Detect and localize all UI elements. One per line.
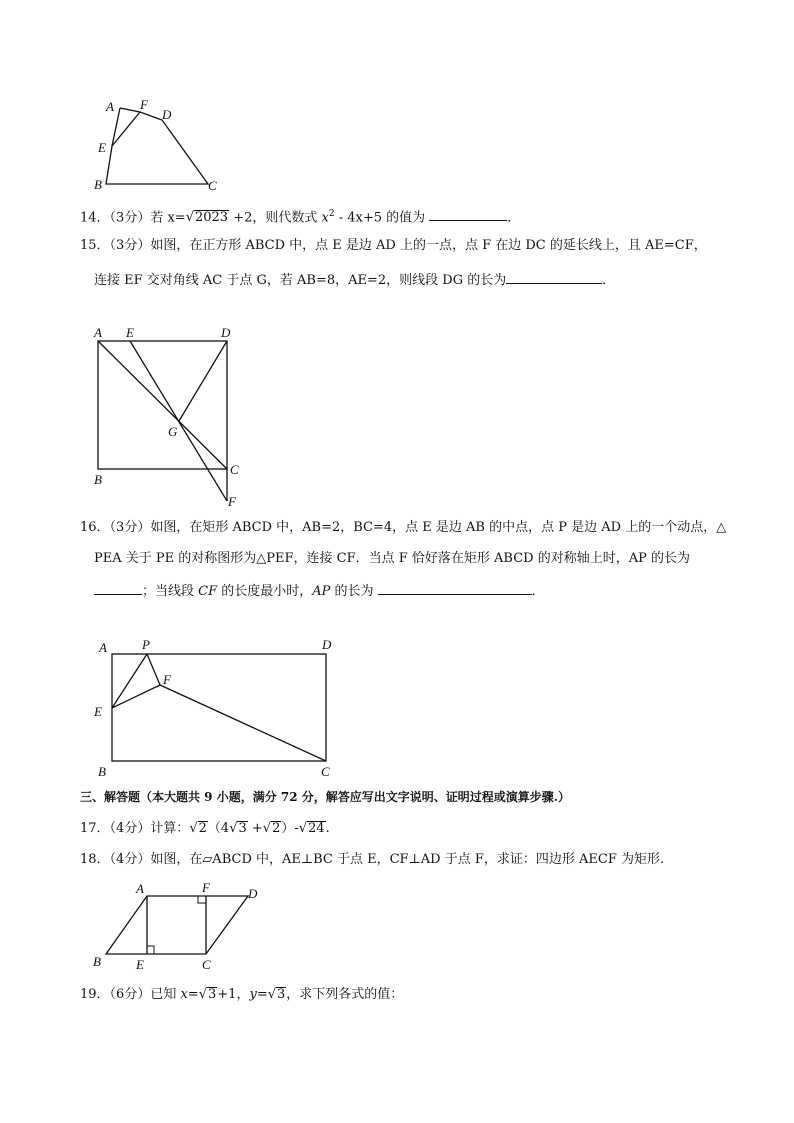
- figure-quadrilateral-q13: [90, 96, 230, 196]
- q16-cf: CF: [198, 584, 218, 599]
- right-angle-mark-f: [198, 896, 206, 903]
- q17-radicand-4: 24: [308, 821, 325, 836]
- sqrt-symbol: √: [189, 821, 198, 836]
- q19-radicand-1: 3: [208, 987, 217, 1002]
- section-3-text: 三、解答题（本大题共 9 小题，满分 72 分，解答应写出文字说明、证明过程或演算步骤.）: [80, 790, 570, 804]
- label-f: F: [140, 97, 148, 112]
- segment-fc: [160, 685, 326, 761]
- q14-number: 14．: [80, 210, 110, 226]
- quad-outline: [106, 108, 208, 184]
- q16-text-1: 16．（3分）如图，在矩形 ABCD 中，AB=2，BC=4，点 E 是边 AB 的中点，点 P 是边 AD 上的一个动点，△: [80, 520, 727, 535]
- label-c: C: [208, 178, 217, 193]
- label-d: D: [162, 107, 172, 122]
- section-3-heading: [80, 789, 570, 805]
- q19-radicand-2: 3: [277, 987, 286, 1002]
- question-18: [80, 852, 664, 868]
- segment-dg: [179, 341, 227, 421]
- answer-blank-1[interactable]: [94, 582, 142, 595]
- label-c: C: [202, 957, 211, 972]
- label-c: C: [321, 764, 330, 779]
- sqrt-symbol: √: [267, 987, 277, 1002]
- q15-end: ．: [602, 273, 616, 288]
- question-17: [80, 821, 330, 837]
- label-a: A: [136, 881, 144, 896]
- label-b: B: [94, 177, 102, 192]
- q14-lead: （3分）若 x=: [109, 210, 186, 226]
- label-f: F: [202, 880, 210, 895]
- label-e: E: [94, 704, 102, 719]
- q19-eq-1: =: [187, 987, 199, 1002]
- q17-end: .: [325, 821, 330, 836]
- q19-plus: +1，: [217, 987, 250, 1002]
- q16-text-2: PEA 关于 PE 的对称图形为△PEF，连接 CF．当点 F 恰好落在矩形 ABCD 的对称轴上时，AP 的长为: [94, 551, 690, 566]
- label-p: P: [142, 637, 150, 652]
- label-d: D: [221, 325, 231, 340]
- q17-mid-2: +: [247, 821, 263, 836]
- label-c: C: [230, 462, 239, 477]
- answer-blank-2[interactable]: [378, 582, 532, 595]
- q14-end: ．: [507, 210, 521, 226]
- label-f: F: [228, 494, 236, 509]
- question-14: [80, 206, 520, 226]
- q14-middle: +2，则代数式: [229, 210, 322, 226]
- q16-text-3b: 的长度最小时，: [217, 584, 313, 599]
- label-d: D: [322, 637, 332, 652]
- q17-radicand-1: 2: [198, 821, 207, 836]
- q16-text-3a: ；当线段: [142, 584, 199, 599]
- question-15-line-2: [94, 271, 615, 289]
- label-e: E: [136, 957, 144, 972]
- question-16-line-2: [94, 551, 690, 567]
- q17-mid-1: （4: [207, 821, 230, 836]
- q17-radicand-2: 3: [238, 821, 247, 836]
- sqrt-symbol: √: [298, 821, 308, 836]
- q15-text-2: 连接 EF 交对角线 AC 于点 G，若 AB=8，AE=2，则线段 DG 的长为: [94, 273, 507, 288]
- sqrt-symbol: √: [262, 821, 272, 836]
- label-a: A: [94, 325, 102, 340]
- label-b: B: [94, 472, 102, 487]
- q17-lead: 17．（4分）计算：: [80, 821, 190, 836]
- label-e: E: [126, 325, 134, 340]
- label-a: A: [99, 640, 107, 655]
- q16-ap: AP: [312, 584, 331, 599]
- rectangle-abcd: [112, 654, 326, 761]
- answer-blank[interactable]: [429, 208, 507, 221]
- q16-text-3c: 的长为: [330, 584, 378, 599]
- label-e: E: [98, 140, 106, 155]
- sqrt-symbol: √: [185, 210, 194, 226]
- q19-lead: 19．（6分）已知: [80, 987, 181, 1002]
- q14-tail: - 4x+5 的值为: [334, 210, 430, 226]
- parallelogram-abcd: [106, 896, 248, 954]
- q19-var-y: y: [249, 987, 257, 1002]
- sqrt-symbol: √: [229, 821, 238, 836]
- sqrt-symbol: √: [198, 987, 207, 1002]
- question-15-line-1: [80, 238, 707, 254]
- diagonal-ac: [98, 341, 227, 469]
- label-g: G: [168, 424, 178, 439]
- question-19: [80, 987, 403, 1003]
- q17-mid-3: ）-: [281, 821, 299, 836]
- label-a: A: [106, 99, 114, 114]
- segment-pf: [147, 654, 160, 685]
- q15-text-1: 15．（3分）如图，在正方形 ABCD 中，点 E 是边 AD 上的一点，点 F 在边 DC 的延长线上，且 AE=CF，: [80, 238, 707, 253]
- label-f: F: [163, 672, 171, 687]
- label-b: B: [98, 764, 106, 779]
- q17-radicand-3: 2: [272, 821, 281, 836]
- q19-tail: ，求下列各式的值：: [286, 987, 404, 1002]
- label-d: D: [248, 886, 258, 901]
- answer-blank[interactable]: [506, 271, 602, 284]
- figure-rectangle-q16: [90, 634, 350, 780]
- right-angle-mark-e: [147, 946, 154, 954]
- label-b: B: [93, 954, 101, 969]
- figure-parallelogram-q18: [90, 876, 270, 972]
- q14-exponent: 2: [328, 209, 335, 219]
- q14-var-x: x: [321, 210, 329, 226]
- q19-eq-2: =: [256, 987, 268, 1002]
- question-16-line-3: [94, 582, 545, 600]
- q19-var-x: x: [180, 987, 188, 1002]
- q16-end: ．: [531, 584, 545, 599]
- figure-square-q15: [88, 322, 258, 514]
- q18-text: 18．（4分）如图，在▱ABCD 中，AE⊥BC 于点 E，CF⊥AD 于点 F，求证：四边形 AECF 为矩形.: [80, 852, 665, 867]
- question-16-line-1: [80, 520, 726, 536]
- q14-radicand: 2023: [194, 210, 229, 226]
